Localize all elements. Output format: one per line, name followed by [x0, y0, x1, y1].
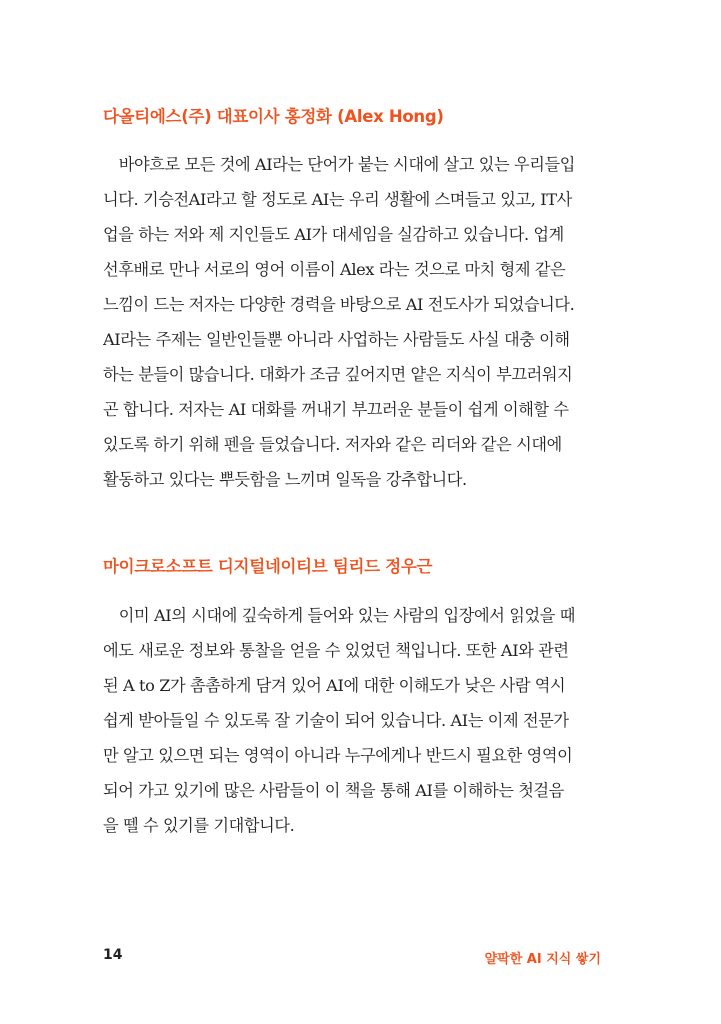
- recommender-2-paragraph: [103, 598, 603, 843]
- paragraph-line: 에도 새로운 정보와 통찰을 얻을 수 있었던 책입니다. 또한 AI와 관련: [103, 641, 569, 660]
- paragraph-line: 곤 합니다. 저자는 AI 대화를 꺼내기 부끄러운 분들이 쉽게 이해할 수: [103, 400, 569, 419]
- paragraph-line: 업을 하는 저와 제 지인들도 AI가 대세임을 실감하고 있습니다. 업계: [103, 225, 564, 244]
- paragraph-line: 된 A to Z가 촘촘하게 담겨 있어 AI에 대한 이해도가 낮은 사람 역시: [103, 676, 566, 695]
- paragraph-line: 느낌이 드는 저자는 다양한 경력을 바탕으로 AI 전도사가 되었습니다.: [103, 295, 575, 314]
- paragraph-line: 쉽게 받아들일 수 있도록 잘 기술이 되어 있습니다. AI는 이제 전문가: [103, 711, 569, 730]
- paragraph-line: 있도록 하기 위해 펜을 들었습니다. 저자와 같은 리더와 같은 시대에: [103, 435, 562, 454]
- paragraph-line: 하는 분들이 많습니다. 대화가 조금 깊어지면 얕은 지식이 부끄러워지: [103, 365, 573, 384]
- paragraph-line: 니다. 기승전AI라고 할 정도로 AI는 우리 생활에 스며들고 있고, IT사: [103, 190, 572, 209]
- running-footer-book-title: 얄팍한 AI 지식 쌓기: [484, 952, 601, 967]
- paragraph-line: 이미 AI의 시대에 깊숙하게 들어와 있는 사람의 입장에서 읽었을 때: [103, 606, 575, 625]
- recommender-2-heading: 마이크로소프트 디지털네이티브 팀리드 정우근: [103, 557, 433, 576]
- recommender-1-heading: 다올티에스(주) 대표이사 홍정화 (Alex Hong): [103, 107, 444, 126]
- paragraph-line: 바야흐로 모든 것에 AI라는 단어가 붙는 시대에 살고 있는 우리들입: [103, 155, 575, 174]
- paragraph-line: 선후배로 만나 서로의 영어 이름이 Alex 라는 것으로 마치 형제 같은: [103, 260, 566, 279]
- paragraph-line: AI라는 주제는 일반인들뿐 아니라 사업하는 사람들도 사실 대충 이해: [103, 330, 570, 349]
- paragraph-line: 을 뗄 수 있기를 기대합니다.: [103, 816, 295, 835]
- recommender-1-paragraph: [103, 147, 603, 497]
- paragraph-line: 되어 가고 있기에 많은 사람들이 이 책을 통해 AI를 이해하는 첫걸음: [103, 781, 564, 800]
- paragraph-line: 만 알고 있으면 되는 영역이 아니라 누구에게나 반드시 필요한 영역이: [103, 746, 573, 765]
- paragraph-line: 활동하고 있다는 뿌듯함을 느끼며 일독을 강추합니다.: [103, 470, 467, 489]
- page-number: 14: [103, 947, 123, 963]
